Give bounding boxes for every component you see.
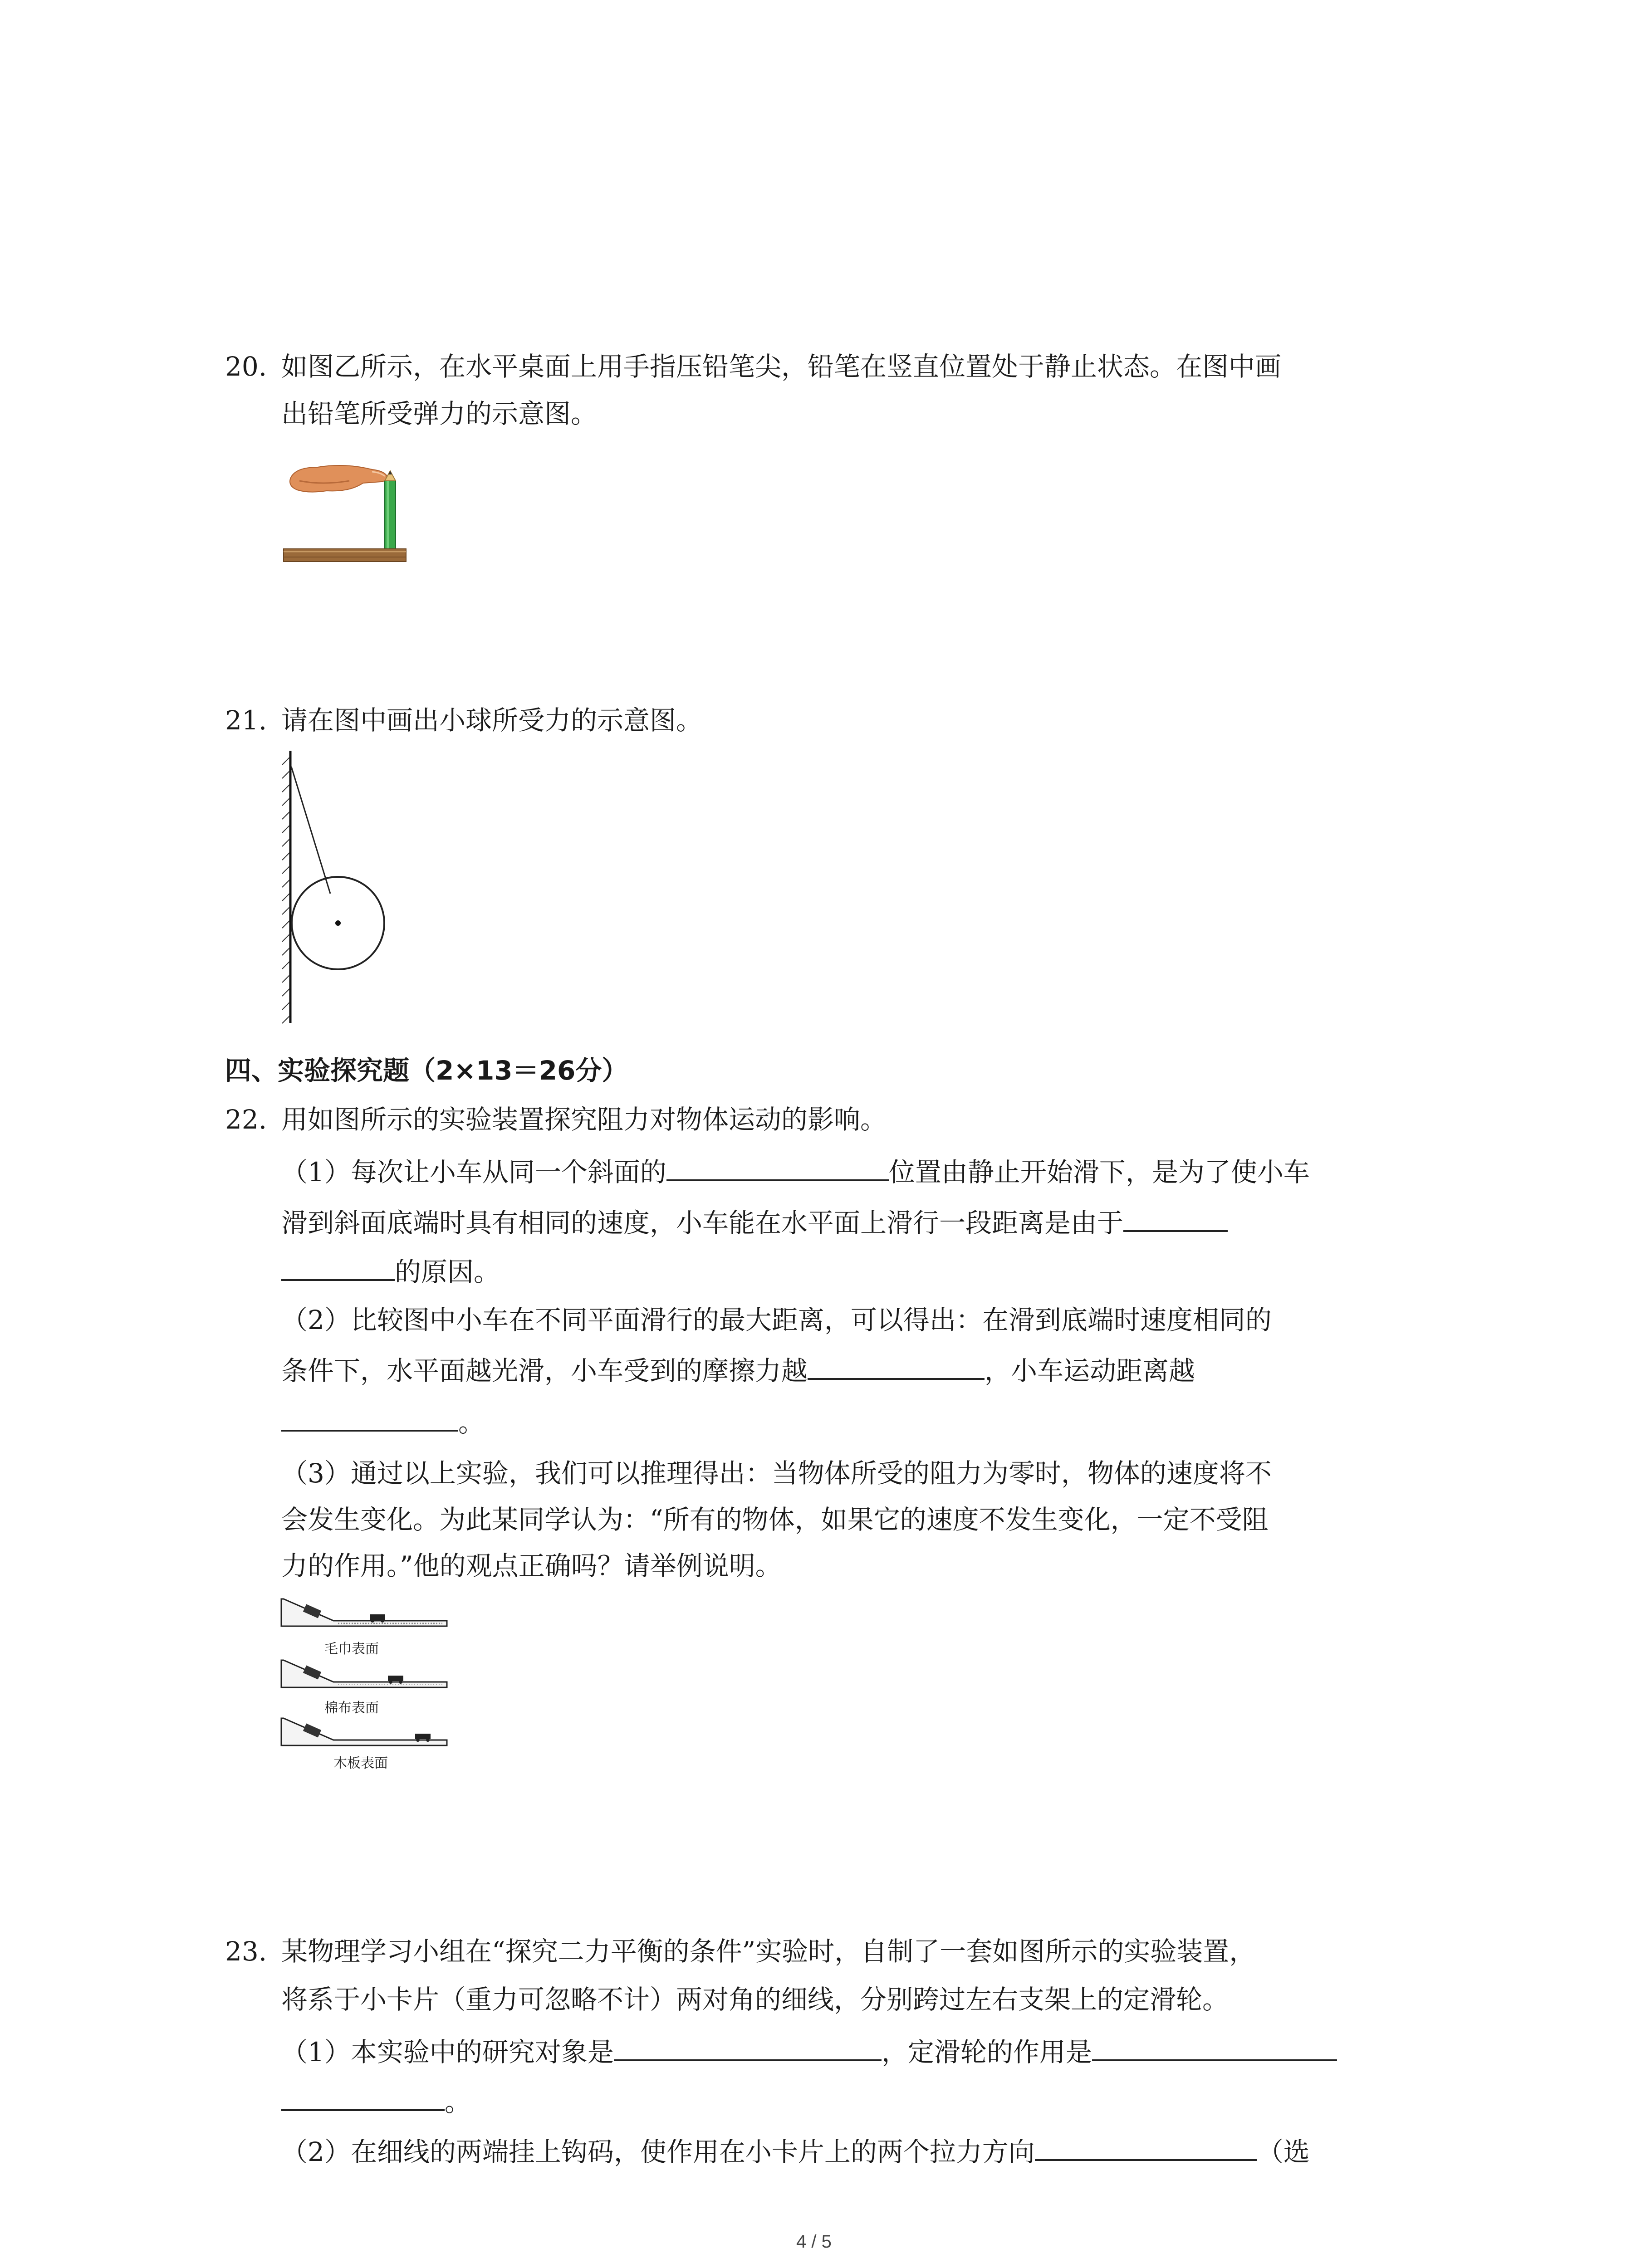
wood-surface-figure bbox=[279, 1714, 451, 1755]
q22-p1-text-c: 滑到斜面底端时具有相同的速度，小车能在水平面上滑行一段距离是由于 bbox=[281, 1207, 1124, 1238]
q23-part-2-row-1 bbox=[281, 2132, 1310, 2170]
q23-p2-text-b: （选 bbox=[1257, 2136, 1310, 2167]
q22-line-1: 用如图所示的实验装置探究阻力对物体运动的影响。 bbox=[281, 1104, 887, 1135]
q22-part-2-row-2 bbox=[281, 1351, 1195, 1389]
q21-number: 21. bbox=[225, 705, 267, 736]
q22-part-1-row-1 bbox=[281, 1152, 1310, 1190]
q22-p2-text-b: 条件下，水平面越光滑，小车受到的摩擦力越 bbox=[281, 1355, 808, 1386]
q23-line-2: 将系于小卡片（重力可忽略不计）两对角的细线，分别跨过左右支架上的定滑轮。 bbox=[281, 1984, 1229, 2015]
answer-blank-2b[interactable] bbox=[281, 1252, 395, 1281]
q22-part-2-row-1: （2）比较图中小车在不同平面滑行的最大距离，可以得出：在滑到底端时速度相同的 bbox=[281, 1305, 1272, 1335]
q23-p1-text-a: （1）本实验中的研究对象是 bbox=[281, 2037, 614, 2068]
q22-part-2-row-3 bbox=[281, 1403, 485, 1441]
q23-p2-text-a: （2）在细线的两端挂上钩码，使作用在小卡片上的两个拉力方向 bbox=[281, 2136, 1035, 2167]
answer-blank-1[interactable] bbox=[666, 1152, 889, 1181]
page-number: 4 / 5 bbox=[796, 2232, 832, 2252]
caption-cotton: 棉布表面 bbox=[324, 1700, 379, 1716]
q23-p1-text-c: 。 bbox=[445, 2087, 471, 2117]
q21-line-1: 请在图中画出小球所受力的示意图。 bbox=[281, 705, 703, 736]
answer-blank-5[interactable] bbox=[614, 2032, 882, 2061]
answer-blank-7[interactable] bbox=[1035, 2132, 1257, 2161]
q22-p1-text-a: （1）每次让小车从同一个斜面的 bbox=[281, 1157, 666, 1188]
q22-number: 22. bbox=[225, 1104, 267, 1135]
q23-part-1-row-1 bbox=[281, 2032, 1337, 2070]
answer-blank-2a[interactable] bbox=[1123, 1203, 1228, 1232]
answer-blank-3[interactable] bbox=[808, 1351, 985, 1380]
cotton-surface-figure bbox=[279, 1656, 451, 1696]
q22-part-3-row-3: 力的作用。”他的观点正确吗？请举例说明。 bbox=[281, 1550, 782, 1581]
q22-part-1-row-3 bbox=[281, 1252, 500, 1290]
caption-wood: 木板表面 bbox=[333, 1755, 388, 1771]
q22-part-3-row-1: （3）通过以上实验，我们可以推理得出：当物体所受的阻力为零时，物体的速度将不 bbox=[281, 1458, 1272, 1489]
answer-blank-6b[interactable] bbox=[281, 2082, 445, 2111]
q23-line-1: 某物理学习小组在“探究二力平衡的条件”实验时，自制了一套如图所示的实验装置， bbox=[281, 1936, 1256, 1967]
towel-surface-figure bbox=[279, 1594, 451, 1635]
q22-p1-text-b: 位置由静止开始滑下，是为了使小车 bbox=[888, 1157, 1310, 1188]
q23-part-1-row-2 bbox=[281, 2082, 471, 2120]
q23-number: 23. bbox=[225, 1936, 267, 1967]
q20-number: 20. bbox=[225, 351, 267, 382]
answer-blank-6a[interactable] bbox=[1092, 2032, 1337, 2061]
q22-part-1-row-2 bbox=[281, 1203, 1228, 1241]
answer-blank-4[interactable] bbox=[281, 1403, 458, 1432]
q23-p1-text-b: ，定滑轮的作用是 bbox=[881, 2037, 1092, 2068]
section-4-title: 四、实验探究题（2×13＝26分） bbox=[225, 1055, 628, 1086]
caption-towel: 毛巾表面 bbox=[324, 1641, 379, 1657]
pencil-finger-figure bbox=[281, 449, 408, 562]
q20-line-1: 如图乙所示，在水平桌面上用手指压铅笔尖，铅笔在竖直位置处于静止状态。在图中画 bbox=[281, 351, 1282, 382]
q22-p2-text-d: 。 bbox=[458, 1407, 485, 1438]
q22-p2-text-c: ，小车运动距离越 bbox=[985, 1355, 1195, 1386]
q22-p1-text-d: 的原因。 bbox=[395, 1256, 500, 1287]
q22-part-3-row-2: 会发生变化。为此某同学认为：“所有的物体，如果它的速度不发生变化，一定不受阻 bbox=[281, 1504, 1269, 1535]
ball-on-wall-figure bbox=[272, 748, 408, 1025]
q20-line-2: 出铅笔所受弹力的示意图。 bbox=[281, 398, 598, 429]
